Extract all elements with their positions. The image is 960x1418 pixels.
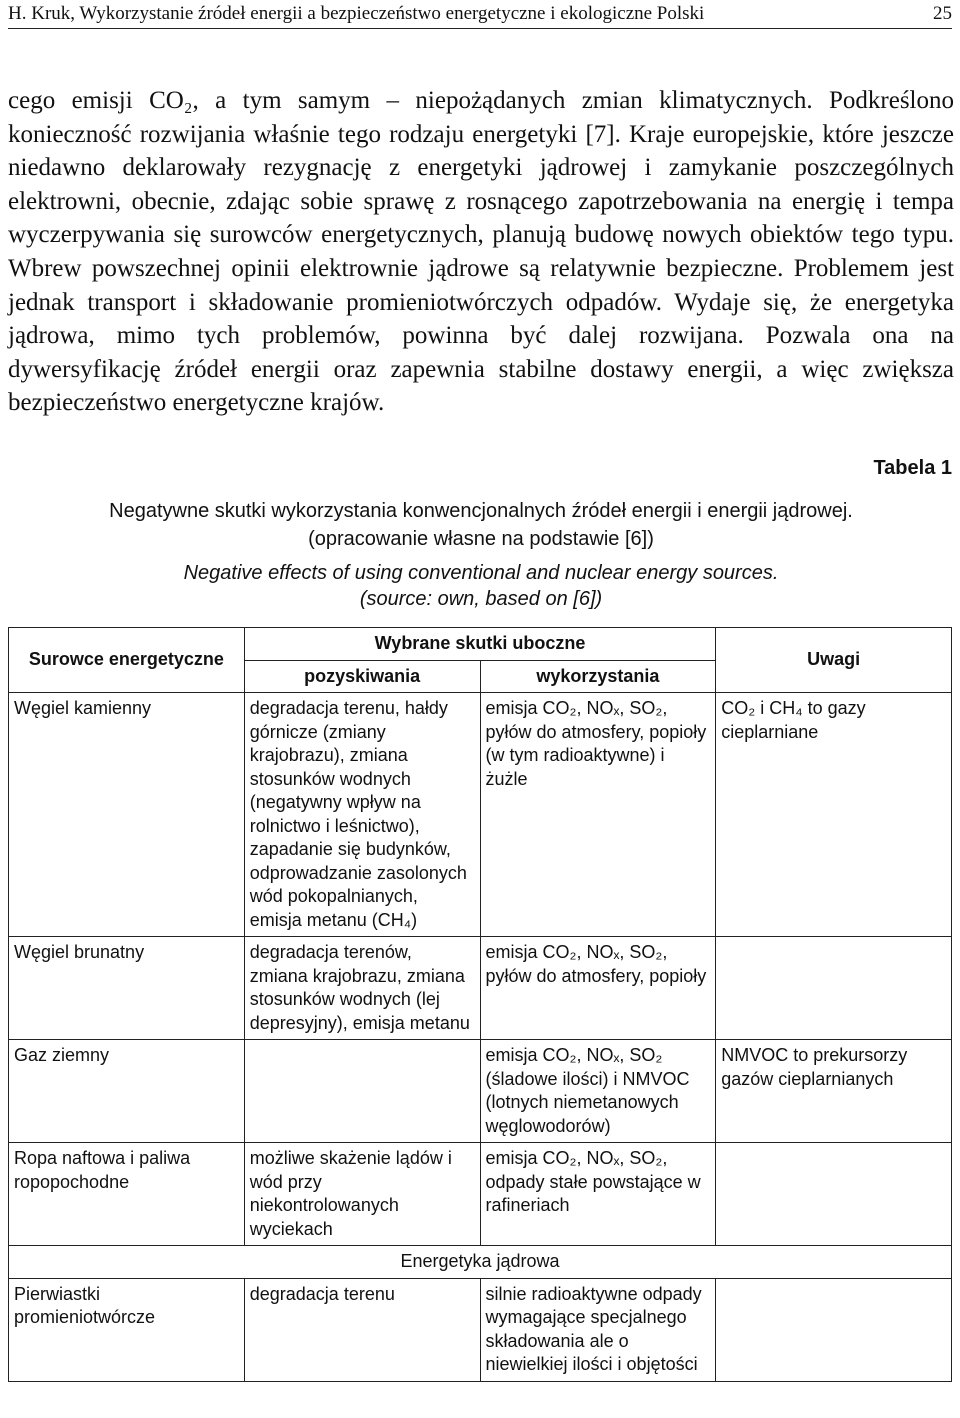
table-row [9,1278,952,1381]
running-header-left: H. Kruk, Wykorzystanie źródeł energii a bezpieczeństwo energetyczne i ekologiczne Polski [8,3,705,24]
cell-extraction [244,1040,480,1143]
cell-notes [716,1278,952,1381]
table-title: Tabela 1 [873,457,952,479]
table-caption-en: Negative effects of using conventional and nuclear energy sources. [183,562,779,584]
column-header-source: Surowce energetyczne [9,628,245,693]
cell-source: Gaz ziemny [9,1040,245,1143]
cell-notes: CO₂ i CH₄ to gazy cieplarniane [716,693,952,937]
page-number: 25 [933,3,952,24]
nuclear-section-heading: Energetyka jądrowa [9,1246,952,1279]
table-caption-pl: Negatywne skutki wykorzystania konwencjonalnych źródeł energii i energii jądrowej. [109,500,853,522]
cell-notes [716,1143,952,1246]
cell-extraction: degradacja terenu [244,1278,480,1381]
cell-use: emisja CO₂, NOₓ, SO₂, pyłów do atmosfery, popioły (w tym radioaktywne) i żużle [480,693,716,937]
table-row [9,693,952,937]
cell-notes: NMVOC to prekursorzy gazów cieplarnianych [716,1040,952,1143]
cell-source: Węgiel brunatny [9,937,245,1040]
cell-extraction: degradacja terenu, hałdy górnicze (zmiany krajobrazu), zmiana stosunków wodnych (negatywny wpływ na rolnictwo i leśnictwo), zapadanie się budynków, odprowadzanie zasolonych wód pokopalnianych, emisja metanu (CH₄) [244,693,480,937]
cell-source: Węgiel kamienny [9,693,245,937]
column-header-extraction: pozyskiwania [244,660,480,693]
cell-source: Ropa naftowa i paliwa ropopochodne [9,1143,245,1246]
column-header-side-effects: Wybrane skutki uboczne [244,628,716,661]
table-row [9,1143,952,1246]
cell-use: emisja CO₂, NOₓ, SO₂, pyłów do atmosfery, popioły [480,937,716,1040]
cell-extraction: możliwe skażenie lądów i wód przy niekontrolowanych wyciekach [244,1143,480,1246]
column-header-notes: Uwagi [716,628,952,693]
cell-use: emisja CO₂, NOₓ, SO₂, odpady stałe powstające w rafineriach [480,1143,716,1246]
table-section-row [9,1246,952,1279]
table-source-pl: (opracowanie własne na podstawie [6]) [308,528,654,550]
body-paragraph: cego emisji CO₂, a tym samym – niepożądanych zmian klimatycznych. Podkreślono konieczność rozwijania właśnie tego rodzaju energetyki [7]. Kraje europejskie, które jeszcze niedawno deklarowały rezygnację z energetyki jądrowej i zamykanie poszczególnych elektrowni, obecnie, zdając sobie sprawę z rosnącego zapotrzebowania na energię i tempa wyczerpywania się surowców energetycznych, planują budowę nowych obiektów tego typu. Wbrew powszechnej opinii elektrownie jądrowe są relatywnie bezpieczne. Problemem jest jednak transport i składowanie promieniotwórczych odpadów. Wydaje się, że energetyka jądrowa, mimo tych problemów, powinna być dalej rozwijana. Pozwala ona na dywersyfikację źródeł energii oraz zapewnia stabilne dostawy energii, a więc zwiększa bezpieczeństwo energetyczne krajów. [8,87,954,417]
data-table [8,627,952,1382]
cell-source: Pierwiastki promieniotwórcze [9,1278,245,1381]
cell-use: emisja CO₂, NOₓ, SO₂ (śladowe ilości) i NMVOC (lotnych niemetanowych węglowodorów) [480,1040,716,1143]
cell-use: silnie radioaktywne odpady wymagające specjalnego składowania ale o niewielkiej ilości i objętości [480,1278,716,1381]
table-row [9,937,952,1040]
running-header [8,2,952,29]
cell-extraction: degradacja terenów, zmiana krajobrazu, zmiana stosunków wodnych (lej depresyjny), emisja metanu [244,937,480,1040]
column-header-use: wykorzystania [480,660,716,693]
table-source-en: (source: own, based on [6]) [359,588,603,610]
cell-notes [716,937,952,1040]
table-row [9,1040,952,1143]
